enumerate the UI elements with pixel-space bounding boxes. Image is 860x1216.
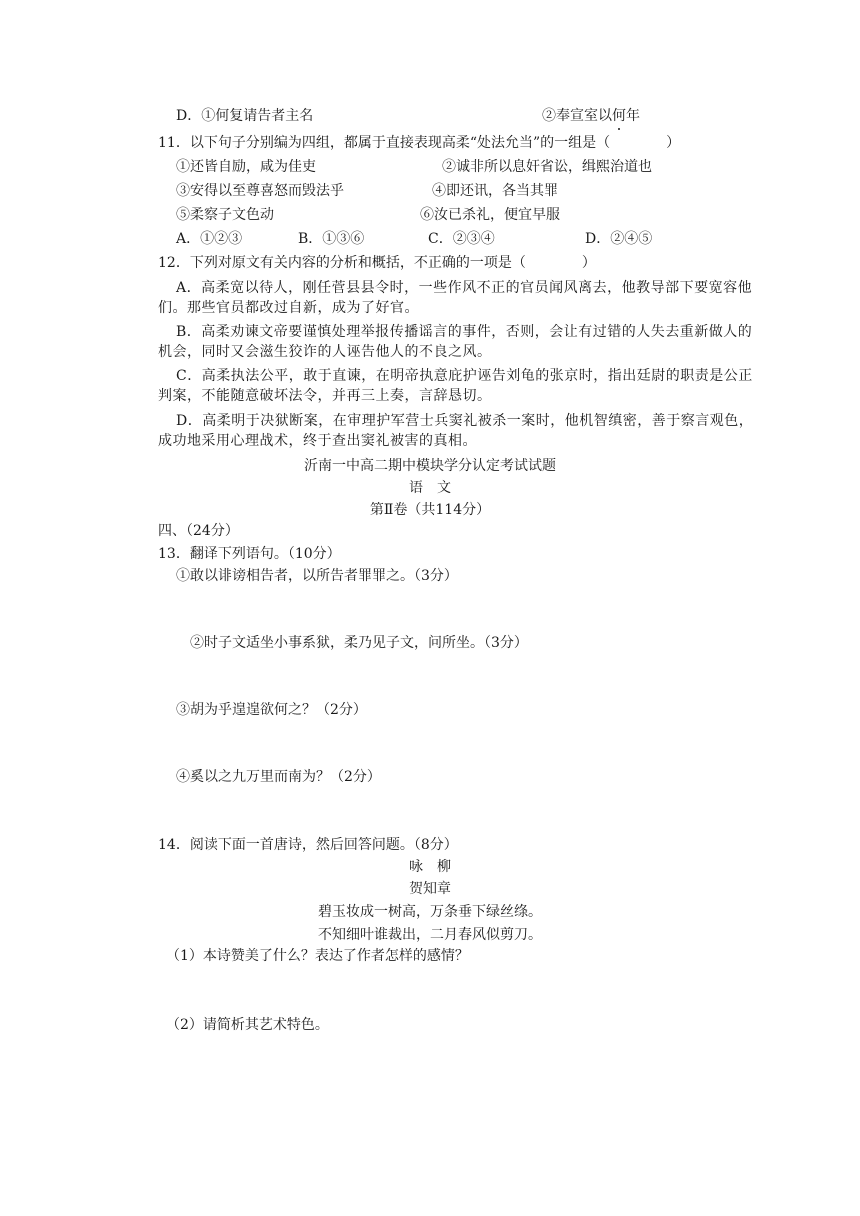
q11-sentence-2: ②诚非所以息奸省讼，缉熙治道也 (442, 159, 652, 175)
poem-line-2: 不知细叶谁裁出，二月春风似剪刀。 (318, 927, 542, 943)
q14-sub-question-1: （1）本诗赞美了什么？表达了作者怎样的感情？ (166, 948, 469, 964)
q11-option-b: B．①③⑥ (298, 231, 365, 247)
q11-option-d: D．②④⑤ (585, 231, 653, 247)
q11-sentence-4: ④即还讯，各当其罪 (432, 183, 558, 199)
section-four-heading: 四、（24分） (158, 523, 239, 539)
q14-stem: 14．阅读下面一首唐诗，然后回答问题。（8分） (158, 837, 458, 853)
q13-item-4: ④奚以之九万里而南为？（2分） (176, 769, 381, 785)
q14-sub-question-2: （2）请简析其艺术特色。 (166, 1017, 329, 1033)
emphasis-dot-char: 何 (612, 108, 626, 124)
q10-option-d-part1: D．①何复请告者主名 (176, 108, 314, 124)
exam-school-title: 沂南一中高二期中模块学分认定考试试题 (304, 458, 556, 474)
q12-option-a: A．高柔宽以待人，刚任菅县县令时，一些作风不正的官员闻风离去，他教导部下要宽容他们。那些官员都改过自新，成为了好官。 (158, 280, 753, 316)
exam-volume: 第Ⅱ卷（共114分） (369, 502, 491, 518)
poem-title: 咏 柳 (409, 859, 451, 875)
q12-option-d: D．高柔明于决狱断案，在审理护军营士兵窦礼被杀一案时，他机智缜密，善于察言观色，成功地采用心理战术，终于查出窦礼被害的真相。 (158, 413, 754, 449)
q11-sentence-1: ①还皆自励，咸为佳吏 (176, 159, 316, 175)
q12-stem: 12．下列对原文有关内容的分析和概括，不正确的一项是（ ） (158, 255, 596, 271)
q13-stem: 13．翻译下列语句。（10分） (158, 546, 341, 562)
q11-option-a: A．①②③ (176, 231, 243, 247)
q13-item-2: ②时子文适坐小事系狱，柔乃见子文，问所坐。（3分） (190, 635, 528, 651)
q10-option-d-part2: ②奉宣室以何年 (542, 108, 640, 124)
q13-item-3: ③胡为乎遑遑欲何之？（2分） (176, 702, 367, 718)
q13-item-1: ①敢以诽谤相告者，以所告者罪罪之。（3分） (176, 568, 458, 584)
exam-subject: 语 文 (409, 480, 451, 496)
q11-sentence-3: ③安得以至尊喜怒而毁法乎 (176, 183, 344, 199)
q11-option-c: C．②③④ (428, 231, 495, 247)
q12-option-c: C．高柔执法公平，敢于直谏，在明帝执意庇护诬告刘龟的张京时，指出廷尉的职责是公正判案，不能随意破坏法令，并再三上奏，言辞恳切。 (158, 368, 753, 404)
q11-stem: 11．以下句子分别编为四组，都属于直接表现高柔“处法允当”的一组是（ ） (158, 135, 681, 151)
poem-author: 贺知章 (409, 881, 451, 897)
q11-sentence-5: ⑤柔察子文色动 (176, 207, 274, 223)
poem-line-1: 碧玉妆成一树高，万条垂下绿丝绦。 (318, 904, 542, 920)
q11-sentence-6: ⑥汝已杀礼，便宜早服 (420, 207, 560, 223)
q12-option-b: B．高柔劝谏文帝要谨慎处理举报传播谣言的事件，否则，会让有过错的人失去重新做人的机会，同时又会滋生狡诈的人诬告他人的不良之风。 (158, 324, 753, 360)
